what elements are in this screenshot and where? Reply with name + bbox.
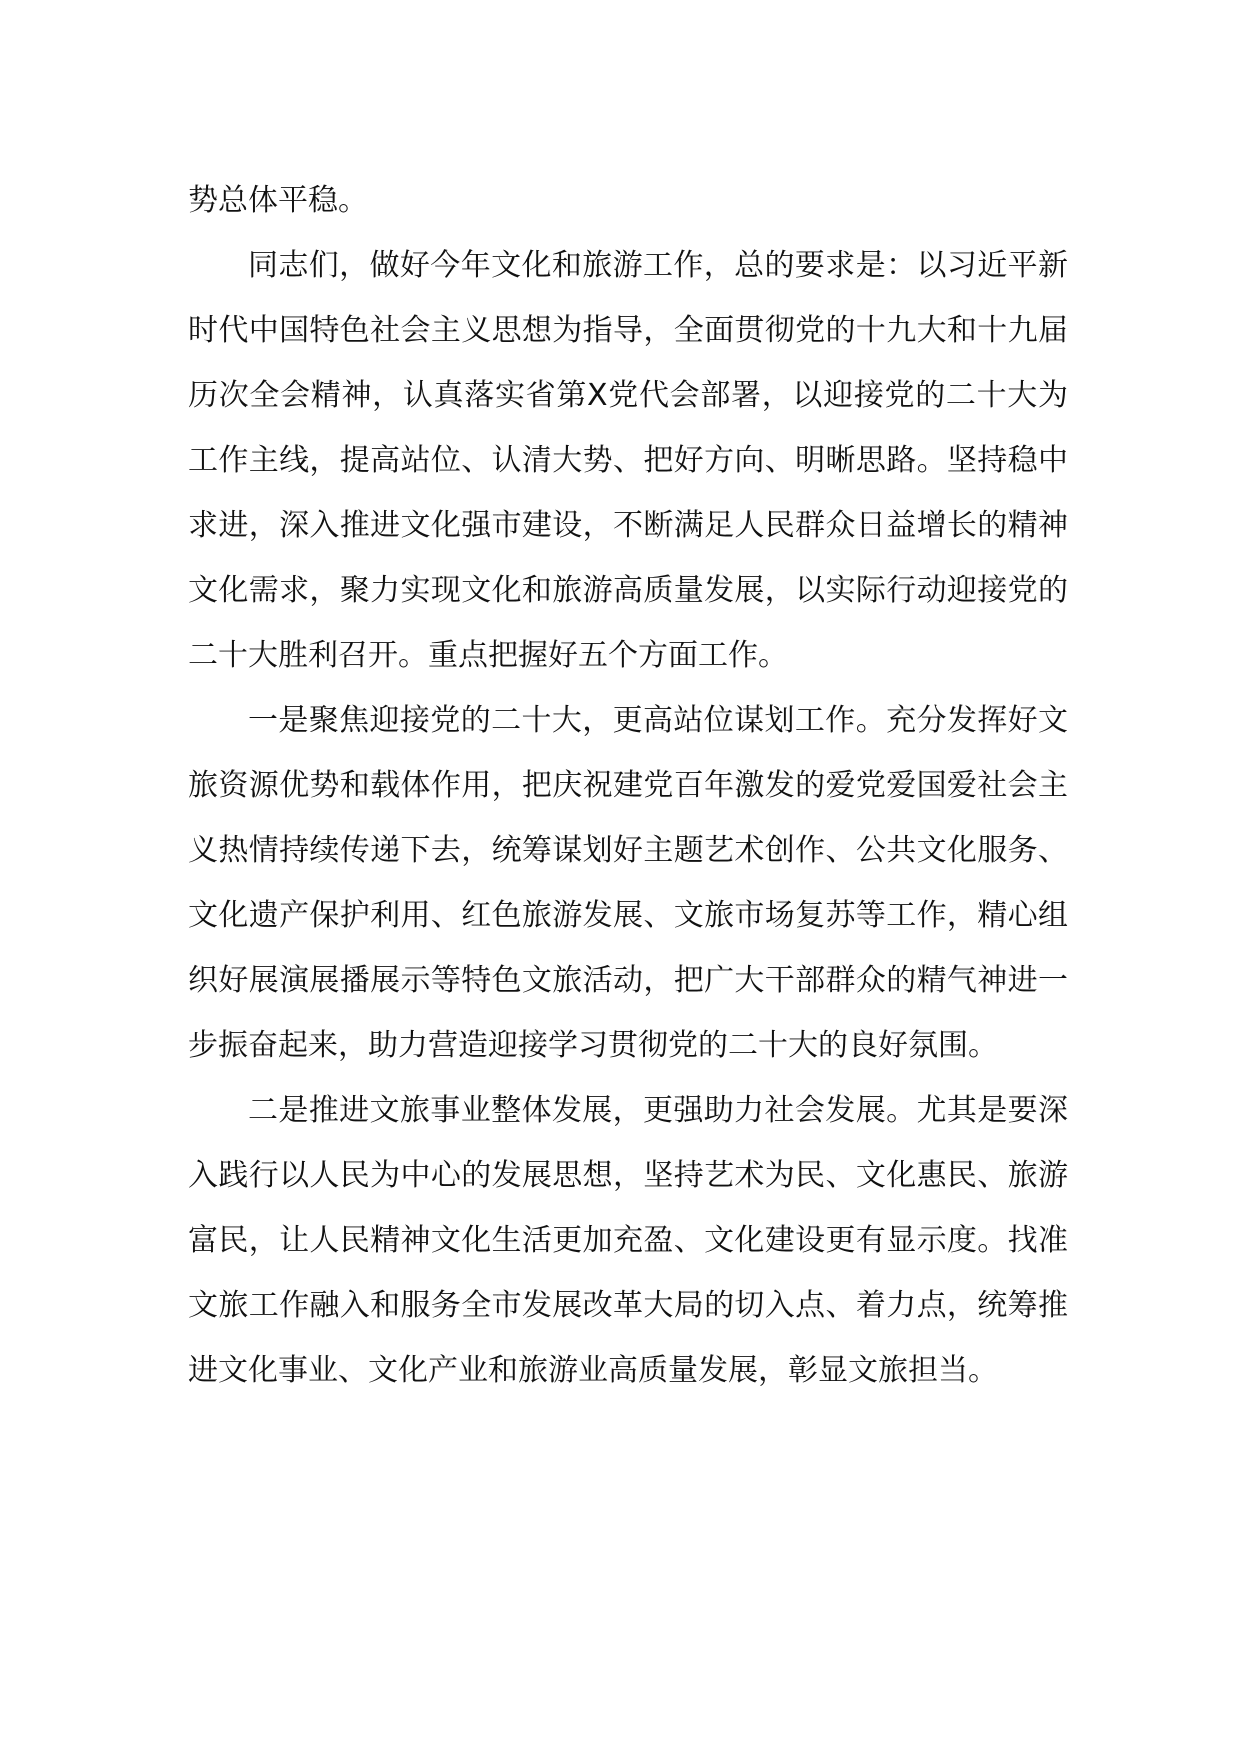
document-body [188, 168, 1068, 1403]
paragraph-continuation: 势总体平稳。 [188, 183, 368, 218]
paragraph-point-one: 一是聚焦迎接党的二十大，更高站位谋划工作。充分发挥好文旅资源优势和载体作用，把庆祝建党百年激发的爱党爱国爱社会主义热情持续传递下去，统筹谋划好主题艺术创作、公共文化服务、文化遗产保护利用、红色旅游发展、文旅市场复苏等工作，精心组织好展演展播展示等特色文旅活动，把广大干部群众的精气神进一步振奋起来，助力营造迎接学习贯彻党的二十大的良好氛围。 [188, 703, 1068, 1063]
paragraph-point-two: 二是推进文旅事业整体发展，更强助力社会发展。尤其是要深入践行以人民为中心的发展思想，坚持艺术为民、文化惠民、旅游富民，让人民精神文化生活更加充盈、文化建设更有显示度。找准文旅工作融入和服务全市发展改革大局的切入点、着力点，统筹推进文化事业、文化产业和旅游业高质量发展，彰显文旅担当。 [188, 1093, 1068, 1388]
paragraph-general-requirements: 同志们，做好今年文化和旅游工作，总的要求是：以习近平新时代中国特色社会主义思想为指导，全面贯彻党的十九大和十九届历次全会精神，认真落实省第X党代会部署，以迎接党的二十大为工作主线，提高站位、认清大势、把好方向、明晰思路。坚持稳中求进，深入推进文化强市建设，不断满足人民群众日益增长的精神文化需求，聚力实现文化和旅游高质量发展，以实际行动迎接党的二十大胜利召开。重点把握好五个方面工作。 [188, 248, 1068, 673]
